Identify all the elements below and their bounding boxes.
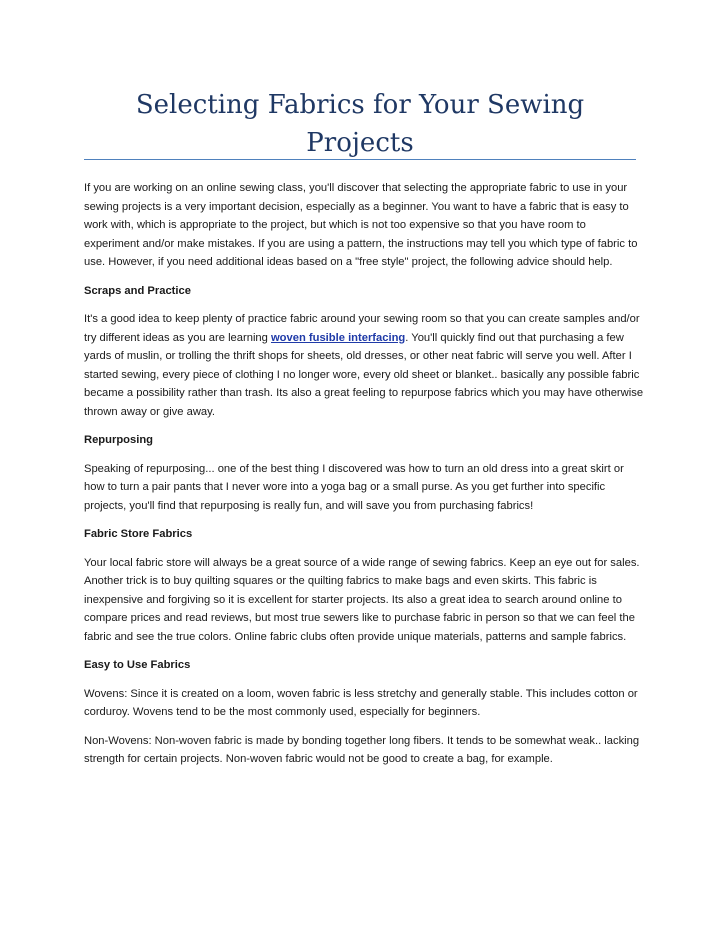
repurposing-paragraph: Speaking of repurposing... one of the best thing I discovered was how to turn an old dress into a great skirt or how to turn a pair pants that I never wore into a yoga bag or a small purse. As you get further into specific projects, you'll find that repurposing is really fun, and will save you from purchasing fabrics!	[84, 462, 624, 512]
woven-fusible-interfacing-link[interactable]: woven fusible interfacing	[270, 331, 406, 344]
scraps-text-before-link: It's a good idea to keep plenty of practice fabric around your sewing room so that you can create samples and/or try different ideas as you are learning	[84, 313, 640, 344]
scraps-text-after-link: . You'll quickly find out that purchasing a few yards of muslin, or trolling the thrift shops for sheets, old dresses, or other neat fabric will serve you well. After I started sewing, every piece of clothing I no longer wore, every old sheet or blanket.. basically any possible fabric became a possibility rather than trash. Its also a great feeling to repurpose fabrics which you may have otherwise thrown away or give away.	[84, 331, 644, 418]
intro-paragraph: If you are working on an online sewing class, you'll discover that selecting the appropriate fabric to use in your sewing projects is a very important decision, especially as a beginner. You want to have a fabric that is easy to work with, which is appropriate to the project, but which is not too expensive so that you have room to experiment and/or make mistakes. If you are using a pattern, the instructions may tell you which type of fabric to use. However, if you need additional ideas based on a "free style" project, the following advice should help.	[84, 182, 638, 268]
title-divider	[84, 159, 636, 160]
section-heading-repurposing: Repurposing	[84, 434, 153, 446]
document-body	[84, 179, 644, 779]
section-heading-scraps: Scraps and Practice	[84, 284, 191, 297]
fabric-store-paragraph: Your local fabric store will always be a great source of a wide range of sewing fabrics. Keep an eye out for sales. Another trick is to buy quilting squares or the quilting fabrics to make bags and even skirts. This fabric is inexpensive and forgiving so it is excellent for starter projects. Its also a great idea to search around online to compare prices and read reviews, but most true sewers like to purchase fabric in person so that we can feel the fabric and see the true colors. Online fabric clubs often provide unique materials, patterns and sample fabrics.	[84, 556, 640, 643]
section-heading-easy-fabrics: Easy to Use Fabrics	[84, 659, 191, 671]
non-wovens-paragraph: Non-Wovens: Non-woven fabric is made by bonding together long fibers. It tends to be somewhat weak.. lacking strength for certain projects. Non-woven fabric would not be good to create a bag, for example.	[84, 734, 640, 765]
section-heading-fabric-store: Fabric Store Fabrics	[84, 528, 193, 540]
scraps-paragraph	[84, 310, 644, 421]
document-title: Selecting Fabrics for Your Sewing Projects	[135, 90, 585, 158]
wovens-paragraph: Wovens: Since it is created on a loom, woven fabric is less stretchy and generally stable. This includes cotton or corduroy. Wovens tend to be the most commonly used, especially for beginners.	[84, 687, 638, 718]
